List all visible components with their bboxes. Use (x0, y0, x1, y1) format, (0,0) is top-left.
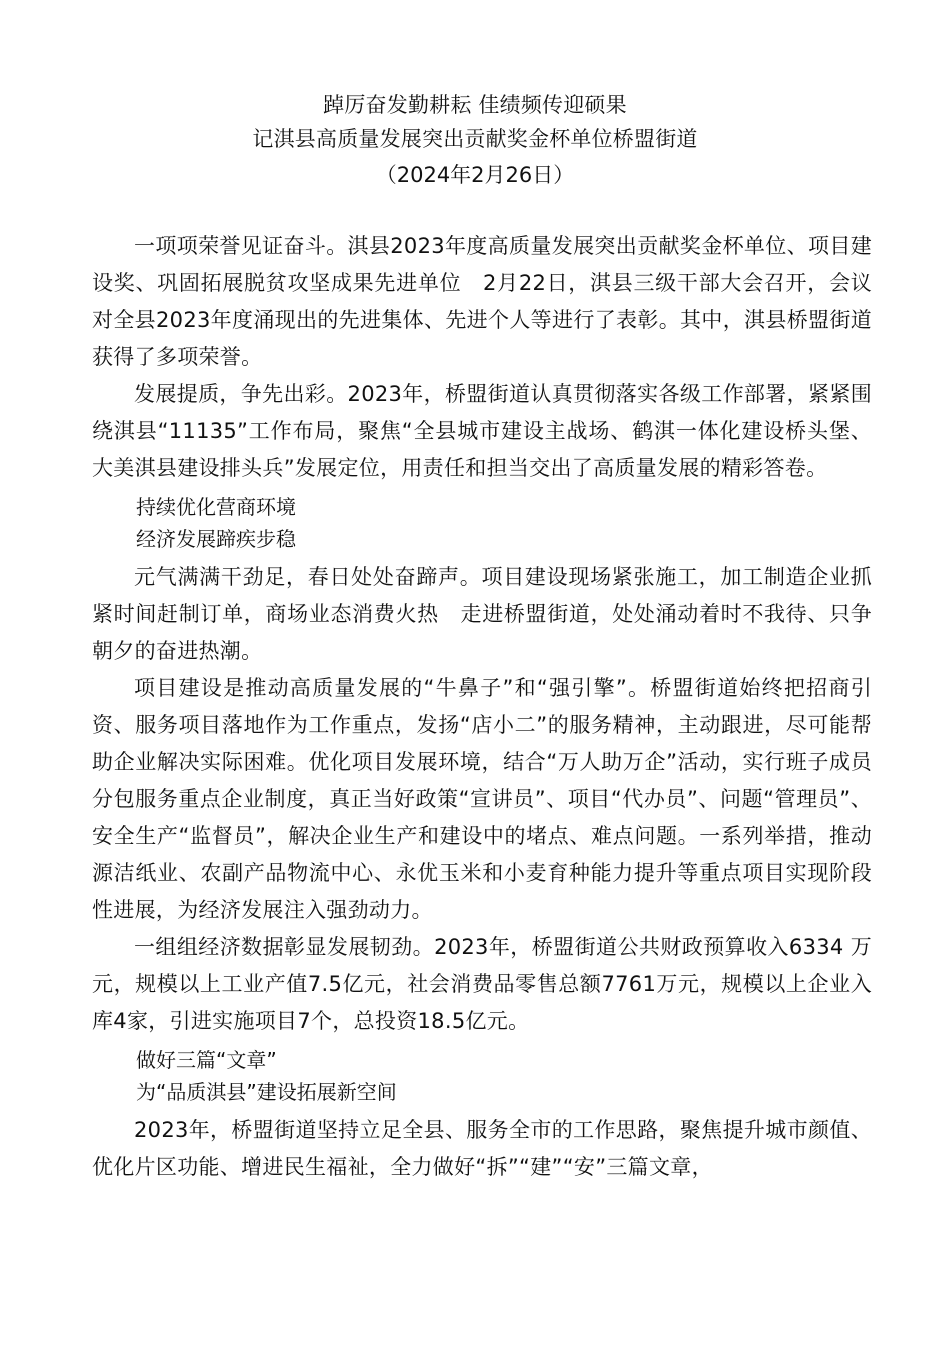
paragraph: 发展提质，争先出彩。2023年，桥盟街道认真贯彻落实各级工作部署，紧紧围绕淇县“11135”工作布局，聚焦“全县城市建设主战场、鹤淇一体化建设桥头堡、大美淇县建设排头兵”发展定位，用责任和担当交出了高质量发展的精彩答卷。 (92, 382, 872, 480)
document-header (0, 88, 950, 193)
paragraph: 一项项荣誉见证奋斗。淇县2023年度高质量发展突出贡献奖金杯单位、项目建设奖、巩固拓展脱贫攻坚成果先进单位 2月22日，淇县三级干部大会召开，会议对全县2023年度涌现出的先进集体、先进个人等进行了表彰。其中，淇县桥盟街道获得了多项荣誉。 (92, 234, 872, 369)
section-subhead: 持续优化营商环境 (136, 495, 296, 519)
section-subhead: 做好三篇“文章” (136, 1048, 277, 1072)
document-body (92, 228, 872, 1186)
document-date: （2024年2月26日） (375, 163, 575, 187)
section-subhead: 经济发展蹄疾步稳 (136, 527, 296, 551)
document-title: 踔厉奋发勤耕耘 佳绩频传迎硕果 (323, 93, 627, 117)
document-subtitle: 记淇县高质量发展突出贡献奖金杯单位桥盟街道 (252, 127, 698, 151)
paragraph: 元气满满干劲足，春日处处奋蹄声。项目建设现场紧张施工，加工制造企业抓紧时间赶制订单，商场业态消费火热 走进桥盟街道，处处涌动着时不我待、只争朝夕的奋进热潮。 (92, 565, 872, 663)
paragraph: 项目建设是推动高质量发展的“牛鼻子”和“强引擎”。桥盟街道始终把招商引资、服务项目落地作为工作重点，发扬“店小二”的服务精神，主动跟进，尽可能帮助企业解决实际困难。优化项目发展环境，结合“万人助万企”活动，实行班子成员分包服务重点企业制度，真正当好政策“宣讲员”、项目“代办员”、问题“管理员”、安全生产“监督员”，解决企业生产和建设中的堵点、难点问题。一系列举措，推动源洁纸业、农副产品物流中心、永优玉米和小麦育种能力提升等重点项目实现阶段性进展，为经济发展注入强劲动力。 (92, 676, 872, 922)
paragraph: 2023年，桥盟街道坚持立足全县、服务全市的工作思路，聚焦提升城市颜值、优化片区功能、增进民生福祉，全力做好“拆”“建”“安”三篇文章， (92, 1118, 872, 1179)
paragraph: 一组组经济数据彰显发展韧劲。2023年，桥盟街道公共财政预算收入6334 万元，规模以上工业产值7.5亿元，社会消费品零售总额7761万元，规模以上企业入库4家，引进实施项目7个，总投资18.5亿元。 (92, 935, 872, 1033)
section-subhead: 为“品质淇县”建设拓展新空间 (136, 1080, 397, 1104)
